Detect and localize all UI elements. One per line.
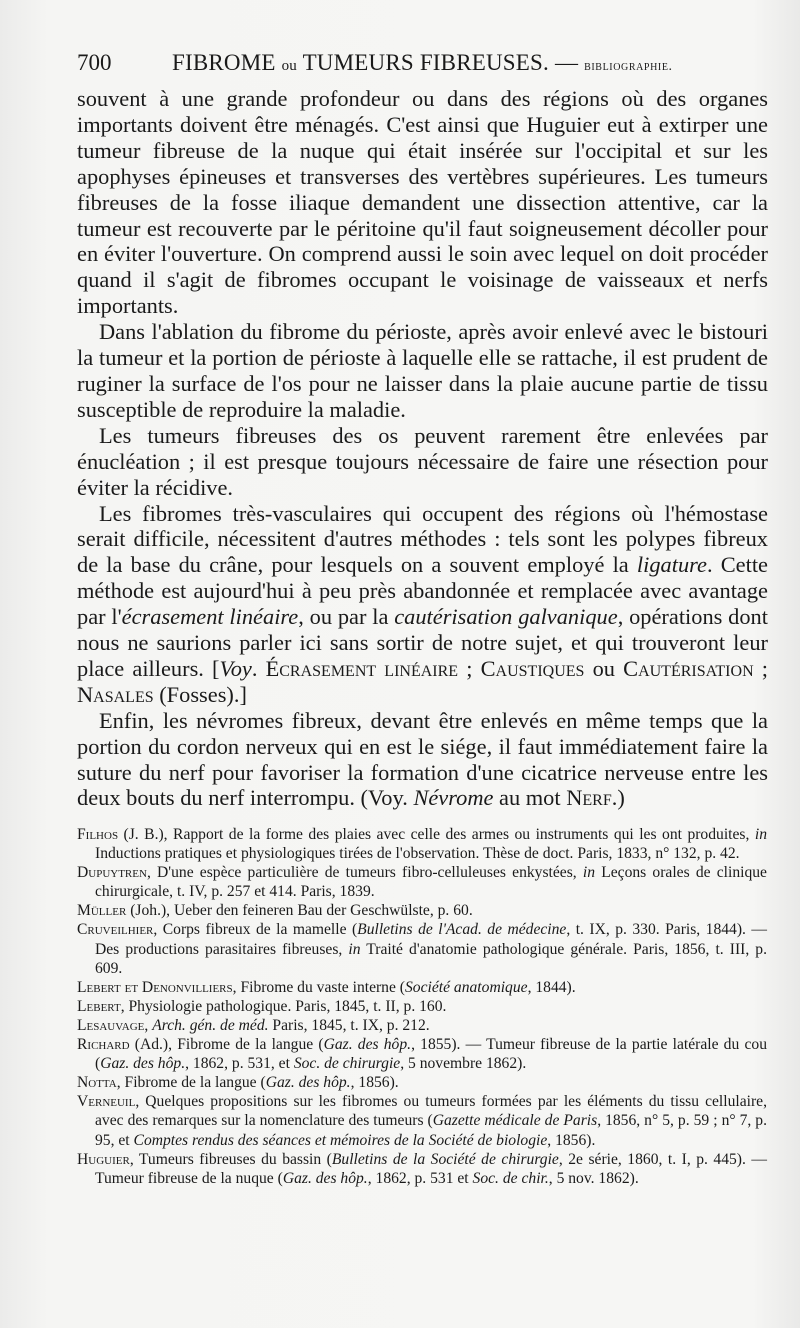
paragraph: Dans l'ablation du fibrome du périoste, après avoir enlevé avec le bistouri la tumeur et la portion de périoste à laquelle elle se rattache, il est prudent de ruginer la surface de l'os pour ne laisser dans la plaie aucune partie de tissu susceptible de reproduire la maladie. [77,319,768,422]
ref-author: Dupuytren [77,864,147,882]
ref-author: Müller [77,902,127,920]
paragraph: Les fibromes très-vasculaires qui occupent des régions où l'hémostase serait difficile, nécessitent d'autres méthodes : tels sont les polypes fibreux de la base du crâne, pour lesquels on a souvent employé la ligature. Cette méthode est aujourd'hui à peu près abandonnée et remplacée avec avantage par l'écrasement linéaire, ou par la cautérisation galvanique, opérations dont nous ne saurions parler ici sans sortir de notre sujet, et qui trouveront leur place ailleurs. [Voy. Écrasement linéaire ; Caustiques ou Cautérisation ; Nasales (Fosses).] [77,500,768,707]
ref-author: Verneuil [77,1093,136,1111]
bibliography-entry: Huguier, Tumeurs fibreuses du bassin (Bulletins de la Société de chirurgie, 2e série, 1860, t. I, p. 445). — Tumeur fibreuse de la nuque (Gaz. des hôp., 1862, p. 531 et Soc. de chir., 5 nov. 1862). [77,1150,767,1187]
bibliography-entry: Müller (Joh.), Ueber den feineren Bau der Geschwülste, p. 60. [77,902,473,920]
paragraph: souvent à une grande profondeur ou dans des régions où des organes importants doivent être ménagés. C'est ainsi que Huguier eut à extirper une tumeur fibreuse de la nuque qui était insérée sur l'occipital et sur les apophyses épineuses et transverses des vertèbres supérieures. Les tumeurs fibreuses de la fosse iliaque demandent une dissection attentive, car la tumeur est recouverte par le péritoine qu'il faut soigneusement décoller pour en éviter l'ouverture. On comprend aussi le soin avec lequel on doit procéder quand il s'agit de fibromes occupant le voisinage de vaisseaux et nerfs importants. [77,86,768,319]
running-title: FIBROME ou TUMEURS FIBREUSES. — bibliographie. [172,50,673,75]
bibliography-entry: Richard (Ad.), Fibrome de la langue (Gaz. des hôp., 1855). — Tumeur fibreuse de la partie latérale du cou (Gaz. des hôp., 1862, p. 531, et Soc. de chirurgie, 5 novembre 1862). [77,1036,767,1073]
ref-author: Lesauvage [77,1016,145,1034]
ref-author: Richard [77,1036,130,1054]
cross-reference: Nasales [77,681,154,707]
paragraph: Les tumeurs fibreuses des os peuvent rarement être enlevées par énucléation ; il est presque toujours nécessaire de faire une résection pour éviter la récidive. [77,422,768,500]
ref-author: Lebert et Denonvilliers [77,978,233,996]
cross-reference: Écrasement linéaire [265,655,459,681]
ref-author: Lebert [77,997,121,1015]
running-section: bibliographie. [584,59,673,74]
bibliography-entry: Lesauvage, Arch. gén. de méd. Paris, 1845, t. IX, p. 212. [77,1016,430,1034]
bibliography-entry: Filhos (J. B.), Rapport de la forme des plaies avec celle des armes ou instruments qui les ont produites, in Inductions pratiques et physiologiques tirées de l'observation. Thèse de doct. Paris, 1833, n° 132, p. 42. [77,826,767,863]
bibliography-entry: Lebert, Physiologie pathologique. Paris, 1845, t. II, p. 160. [77,997,447,1015]
main-text [77,86,768,811]
paragraph: Enfin, les névromes fibreux, devant être enlevés en même temps que la portion du cordon nerveux qui en est le siége, il faut immédiatement faire la suture du nerf pour favoriser la formation d'une cicatrice nerveuse entre les deux bouts du nerf interrompu. (Voy. Névrome au mot Nerf.) [77,707,768,811]
ref-author: Notta [77,1074,117,1092]
cross-reference: Nerf [566,785,612,811]
bibliography-entry: Notta, Fibrome de la langue (Gaz. des hôp., 1856). [77,1074,399,1092]
cross-reference: Caustiques [480,655,585,681]
ref-author: Cruveilhier [77,921,154,939]
bibliography-entry: Verneuil, Quelques propositions sur les fibromes ou tumeurs formées par les éléments du tissu cellulaire, avec des remarques sur la nomenclature des tumeurs (Gazette médicale de Paris, 1856, n° 5, p. 59 ; n° 7, p. 95, et Comptes rendus des séances et mémoires de la Société de biologie, 1856). [77,1093,768,1149]
ref-author: Huguier [77,1150,130,1168]
cross-reference: Cautérisation [623,655,754,681]
running-header [77,46,767,80]
bibliography-entry: Lebert et Denonvilliers, Fibrome du vaste interne (Société anatomique, 1844). [77,978,576,996]
bibliography-entry: Dupuytren, D'une espèce particulière de tumeurs fibro-celluleuses enkystées, in Leçons orales de clinique chirurgicale, t. IV, p. 257 et 414. Paris, 1839. [77,864,767,901]
bibliography [77,825,767,1188]
ref-author: Filhos [77,826,119,843]
page-number: 700 [77,50,112,75]
bibliography-entry: Cruveilhier, Corps fibreux de la mamelle (Bulletins de l'Acad. de médecine, t. IX, p. 330. Paris, 1844). — Des productions parasitaires fibreuses, in Traité d'anatomie pathologique générale. Paris, 1856, t. III, p. 609. [77,921,767,977]
